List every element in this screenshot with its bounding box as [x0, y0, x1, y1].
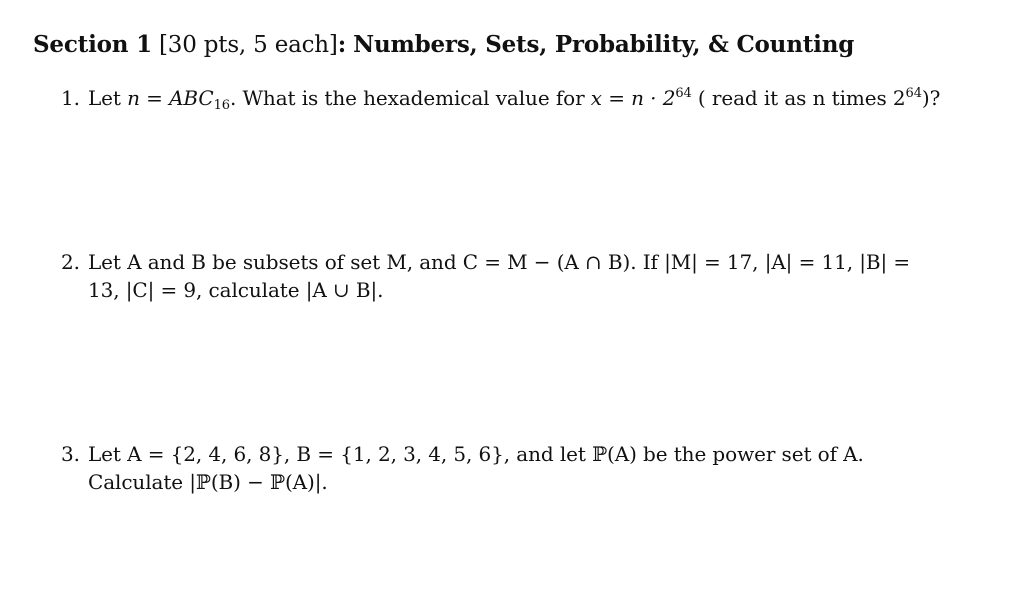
question-number: 2. [61, 250, 80, 274]
q1-exponent-2: 64 [905, 86, 922, 101]
q1-x-expression: x = n · 2 [590, 86, 676, 110]
question-2 [61, 248, 991, 304]
q1-base-subscript: 16 [213, 98, 230, 113]
section-number: Section 1 [33, 31, 152, 58]
q1-n-expression: n = ABC [127, 86, 214, 110]
question-2-line-1 [61, 248, 991, 276]
question-3-line-1 [61, 440, 864, 468]
q3-line-1-text: Let A = {2, 4, 6, 8}, B = {1, 2, 3, 4, 5, 6}, and let ℙ(A) be the power set of A. [88, 442, 864, 466]
q1-text-c: ( read it as n times 2 [691, 86, 906, 110]
section-points: [30 pts, 5 each] [159, 32, 338, 58]
q1-text-a: Let [88, 86, 128, 110]
question-2-line-2: 13, |C| = 9, calculate |A ∪ B|. [88, 278, 384, 302]
question-1 [61, 84, 940, 120]
q1-text-b: . What is the hexademical value for [229, 86, 591, 110]
question-number: 1. [61, 86, 80, 110]
question-3 [61, 440, 864, 496]
q1-text-d: )? [921, 86, 941, 110]
section-colon: : [337, 31, 346, 58]
q1-exponent-1: 64 [675, 86, 692, 101]
question-1-line [61, 84, 940, 120]
q2-line-1-text: Let A and B be subsets of set M, and C = M − (A ∩ B). If |M| = 17, |A| = 11, |B| = [88, 250, 911, 274]
section-heading [33, 30, 854, 60]
question-number: 3. [61, 442, 80, 466]
question-3-line-2: Calculate |ℙ(B) − ℙ(A)|. [88, 470, 328, 494]
section-title: Numbers, Sets, Probability, & Counting [353, 31, 855, 58]
